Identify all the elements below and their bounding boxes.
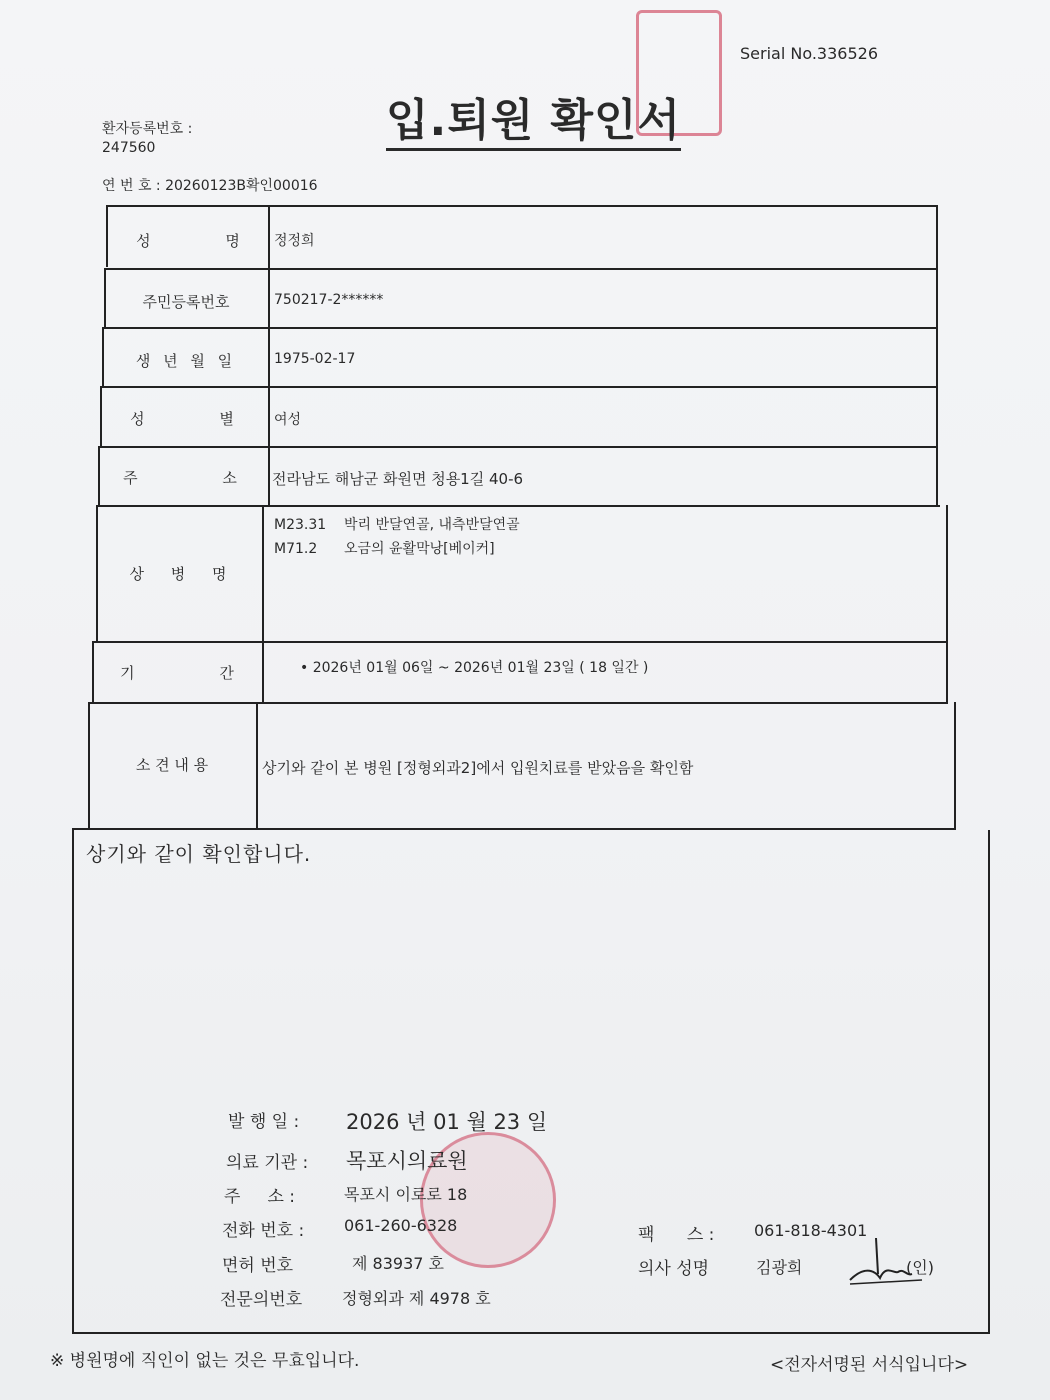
address-value-issue: 목포시 이로로 18 [344,1185,468,1204]
doctor-signature [846,1234,926,1290]
sex-label: 성 별 [130,410,234,428]
rrn-value: 750217-2****** [274,292,384,308]
specialist-value: 정형외과 제 4978 호 [342,1289,491,1308]
fax-value: 061-818-4301 [754,1221,868,1240]
confirm-text: 상기와 같이 확인합니다. [86,842,312,866]
phone-value: 061-260-6328 [344,1216,458,1235]
serial-no-line: 연 번 호 : 20260123B확인00016 [102,178,318,194]
license-label: 면허 번호 [222,1256,294,1276]
period-label: 기 간 [120,664,234,682]
diagnosis-item: M23.31 박리 반달연골, 내측반달연골 [274,517,520,533]
serial-number: Serial No.336526 [740,44,878,63]
institution-label: 의료 기관 : [226,1153,309,1173]
seal-mark: (인) [906,1258,934,1277]
address-label-issue: 주 소 : [224,1187,295,1207]
dob-label: 생 년 월 일 [135,352,233,370]
phone-label: 전화 번호 : [222,1221,305,1241]
address-value: 전라남도 해남군 화원면 청용1길 40-6 [272,470,524,488]
address-label: 주 소 [123,469,237,487]
rrn-label: 주민등록번호 [142,293,230,311]
institution-value: 목포시의료원 [346,1149,468,1173]
period-value: • 2026년 01월 06일 ~ 2026년 01월 23일 ( 18 일간 ) [300,660,649,676]
patient-reg-label: 환자등록번호 : [102,121,193,137]
fax-label: 팩 스 : [638,1225,715,1245]
opinion-label: 소 견 내 용 [135,756,209,774]
patient-reg-value: 247560 [102,140,156,156]
name-value: 정정희 [274,233,315,249]
footer-notice: ※ 병원명에 직인이 없는 것은 무효입니다. [50,1351,360,1371]
issue-date-value: 2026 년 01 월 23 일 [346,1110,548,1134]
license-value: 제 83937 호 [352,1254,444,1273]
specialist-label: 전문의번호 [220,1290,303,1310]
diagnosis-label: 상 병 명 [129,565,227,583]
doctor-value: 김광희 [756,1258,803,1277]
doctor-label: 의사 성명 [638,1259,710,1279]
name-label: 성 명 [136,232,240,250]
sex-value: 여성 [274,412,302,428]
footer-esign-note: <전자서명된 서식입니다> [770,1355,969,1375]
document-title: 입.퇴원 확인서 [386,96,681,151]
opinion-value: 상기와 같이 본 병원 [정형외과2]에서 입원치료를 받았음을 확인함 [262,759,694,777]
dob-value: 1975-02-17 [274,351,356,367]
diagnosis-item: M71.2 오금의 윤활막낭[베이커] [274,541,495,557]
issue-date-label: 발 행 일 : [228,1112,300,1132]
